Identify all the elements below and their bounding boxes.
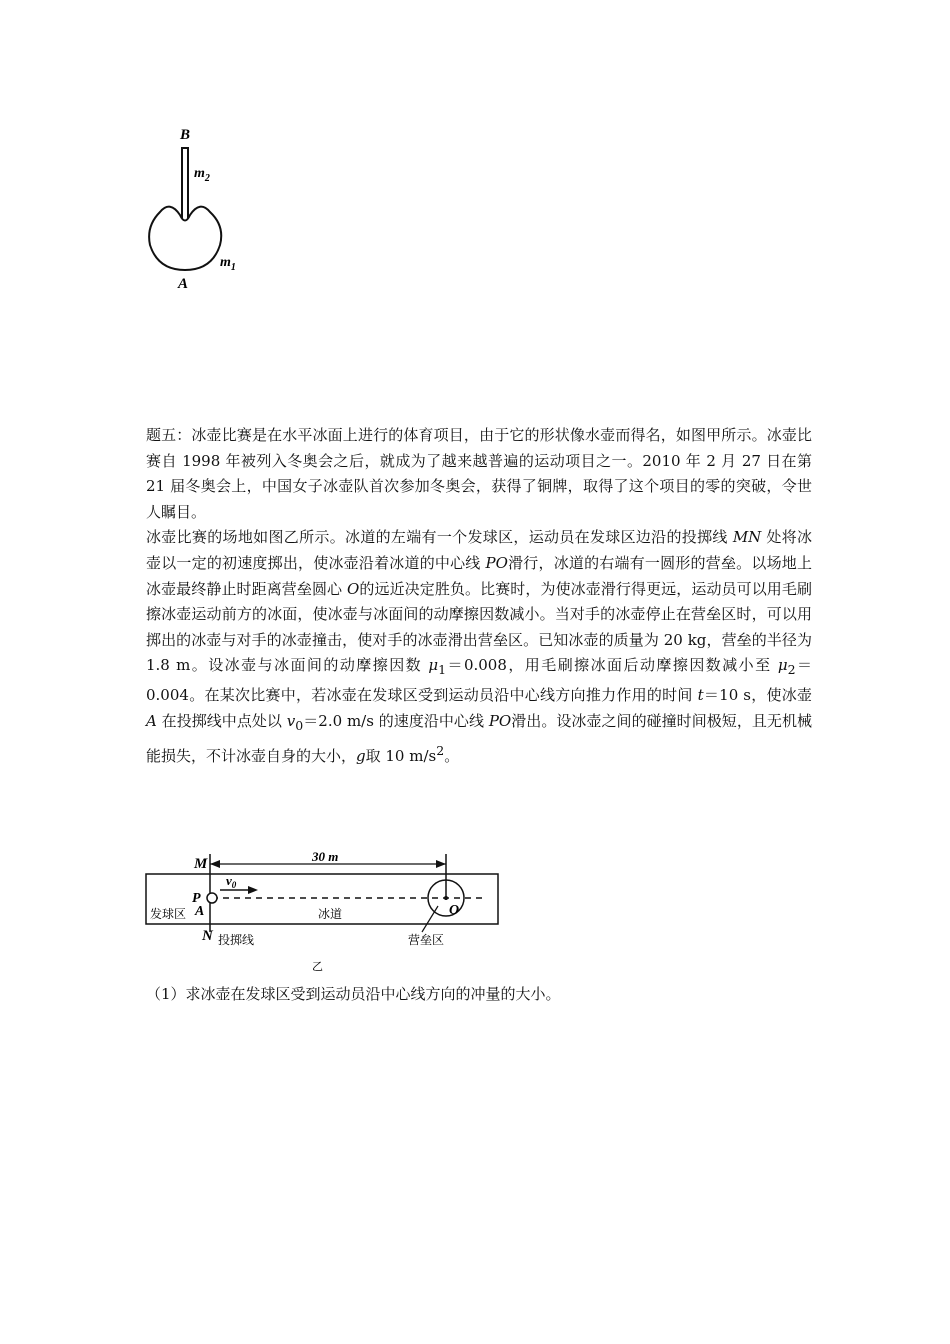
paragraph-2: 冰壶比赛的场地如图乙所示。冰道的左端有一个发球区，运动员在发球区边沿的投掷线 MN 处将冰壶以一定的初速度掷出，使冰壶沿着冰道的中心线 PO滑行，冰道的右端有一圆形的营垒。以场地上冰壶最终静止时距离营垒圆心 O的远近决定胜负。比赛时，为使冰壶滑行得更远，运动员可以用毛刷擦冰壶运动前方的冰面，使冰壶与冰面间的动摩擦因数减小。当对手的冰壶停止在营垒区时，可以用掷出的冰壶与对手的冰壶撞击，使对手的冰壶滑出营垒区。已知冰壶的质量为 20 kg，营垒的半径为 1.8 m。设冰壶与冰面间的动摩擦因数 $\mu_1=0.008$，用毛刷擦冰面后动摩擦因数减小至 $\mu_2=0.004$。在某次比赛中，若冰壶在发球区受到运动员沿中心线方向推力作用的时间 t＝10 s，使冰壶 A 在投掷线中点处以 $v_0=2.0$ m/s 的速度沿中心线 PO滑出。设冰壶之间的碰撞时间极短，且无机械能损失，不计冰壶自身的大小，g取 10 $m/s^2$。: [146, 528, 812, 766]
label-v0: $v_0$: [226, 873, 237, 890]
question-1: （1）求冰壶在发球区受到运动员沿中心线方向的冲量的大小。: [146, 985, 561, 1003]
label-m2: $m_2$: [194, 166, 210, 184]
label-ylq: 营垒区: [408, 933, 445, 947]
stone-A: [207, 893, 217, 903]
figure-curling-stone: [130, 120, 260, 295]
label-bingdao: 冰道: [318, 907, 343, 921]
label-30m: 30 m: [312, 850, 339, 864]
label-A: A: [178, 276, 189, 292]
paragraph-1: 题五：冰壶比赛是在水平冰面上进行的体育项目，由于它的形状像水壶而得名，如图甲所示。冰壶比赛自 1998 年被列入冬奥会之后，就成为了越来越普遍的运动项目之一。2010 年 2 月 27 日在第 21 届冬奥会上，中国女子冰壶队首次参加冬奥会，获得了铜牌，取得了这个项目的零的突破，令世人瞩目。: [146, 426, 812, 521]
dim-arrow-left: [210, 860, 220, 868]
problem-text: [146, 423, 812, 770]
label-m1: $m_1$: [220, 255, 236, 273]
figure-curling-sheet: [138, 850, 510, 975]
house-center: [444, 896, 448, 900]
label-A: A: [195, 904, 205, 919]
label-O: O: [449, 903, 460, 918]
label-N: N: [202, 928, 213, 944]
label-B: B: [180, 127, 191, 143]
ylq-pointer: [422, 906, 438, 932]
figure-caption: 乙: [312, 960, 323, 973]
velocity-arrowhead: [248, 886, 258, 894]
handle-rod: [182, 148, 188, 224]
label-fqq: 发球区: [150, 907, 187, 921]
dim-arrow-right: [436, 860, 446, 868]
label-M: M: [194, 856, 208, 872]
label-P: P: [192, 891, 201, 906]
label-tzx: 投掷线: [218, 933, 255, 947]
